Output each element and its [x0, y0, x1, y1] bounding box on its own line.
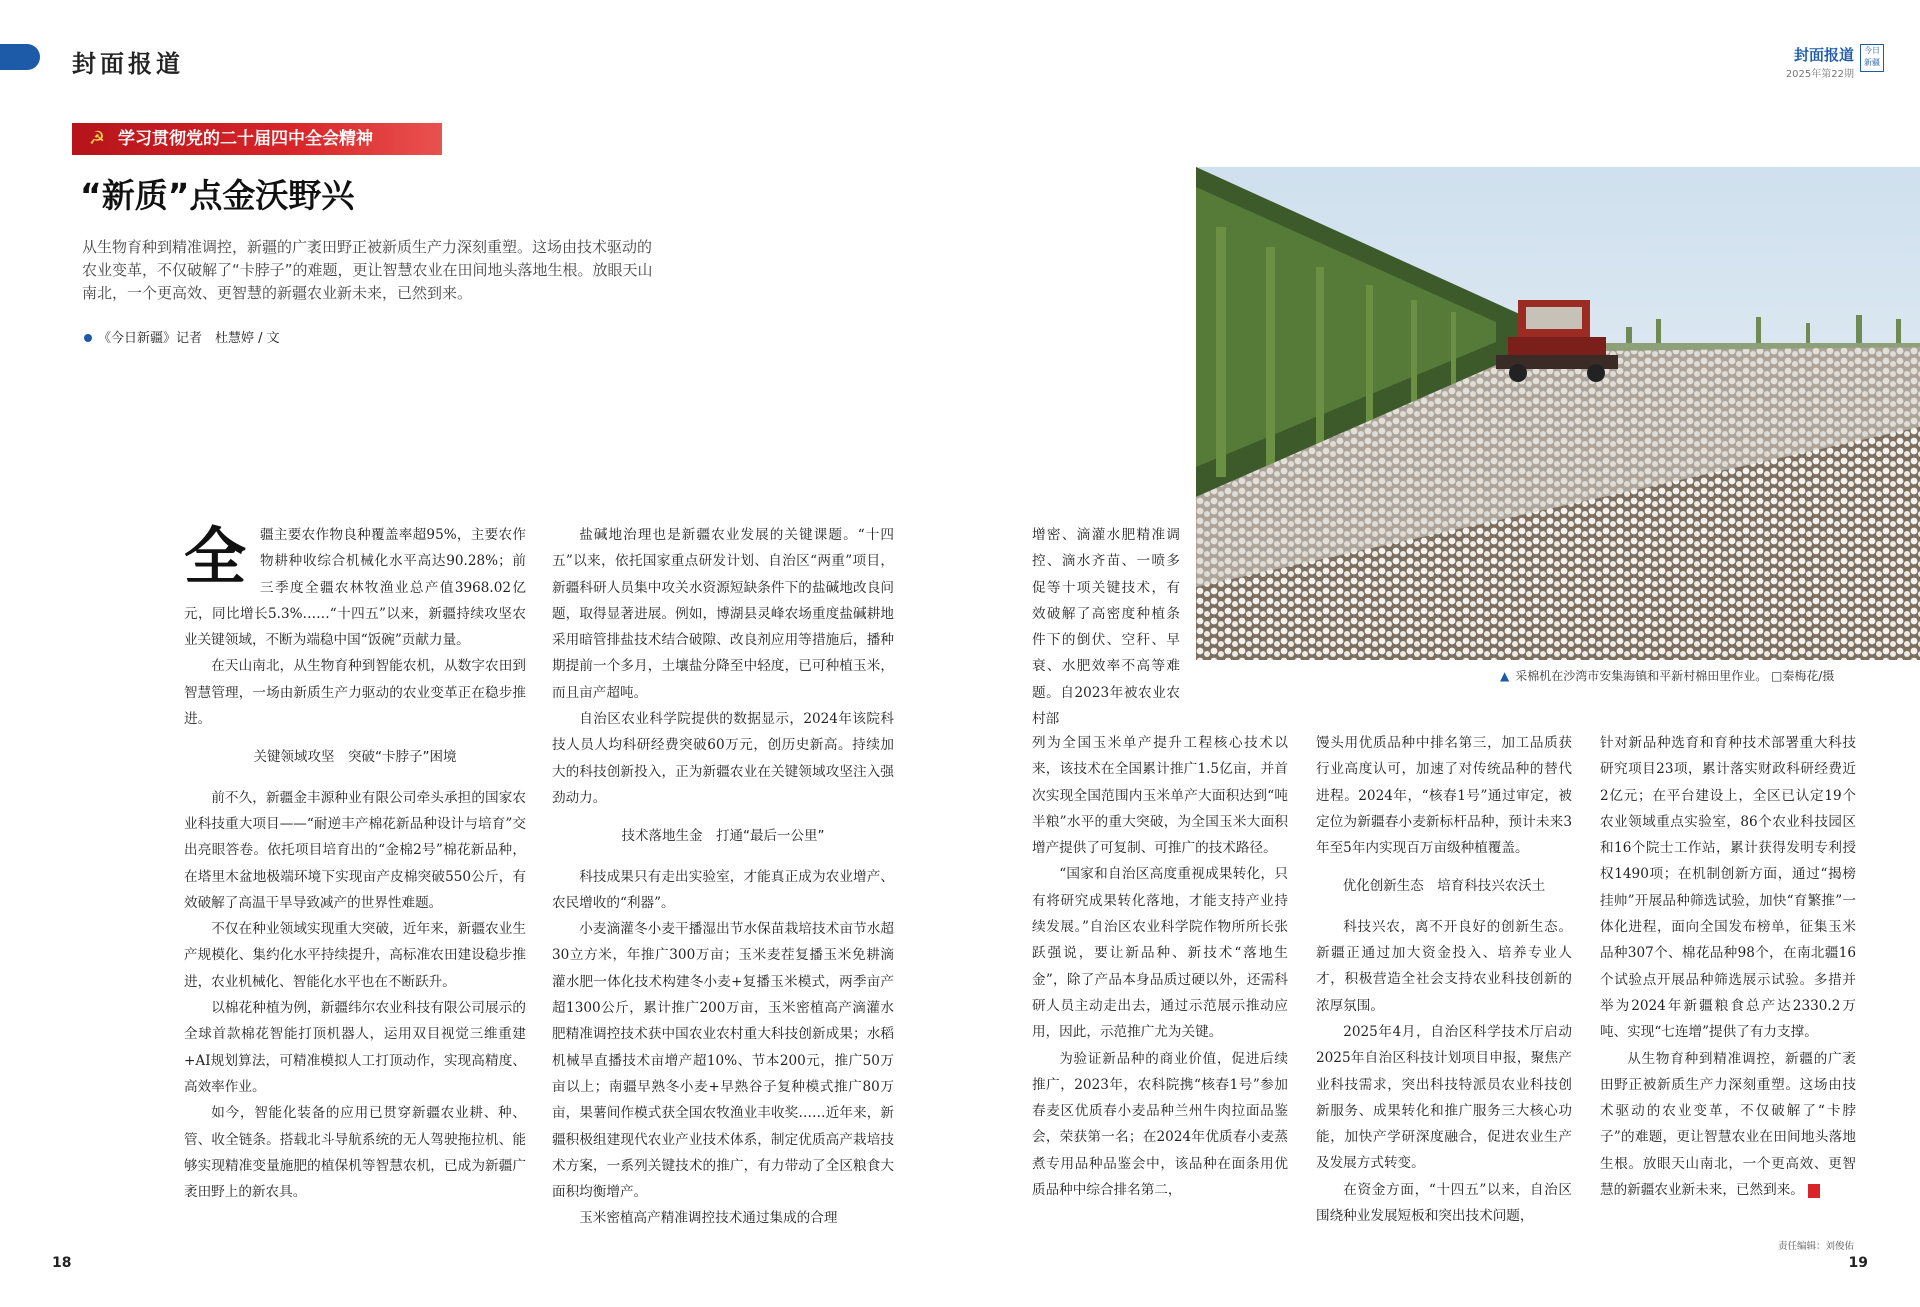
paragraph: 针对新品种选育和育种技术部署重大科技研究项目23项，累计落实财政科研经费近2亿元；在平台建设上，全区已认定19个农业领域重点实验室，86个农业科技园区和16个院士工作站，累计获得发明专利授权1490项；在机制创新方面，通过“揭榜挂帅”开展品种筛选试验，加快“育繁推”一体化进程，面向全国发布榜单，征集玉米品种307个、棉花品种98个，在南北疆16个试验点开展品种筛选展示试验。多措并举为2024年新疆粮食总产达2330.2万吨、实现“七连增”提供了有力支撑。	[1600, 735, 1856, 1041]
page-number-left: 18	[52, 1255, 72, 1271]
paragraph: 增密、滴灌水肥精准调控、滴水齐苗、一喷多促等十项关键技术，有效破解了高密度种植条件下的倒伏、空秆、早衰、水肥效率不高等难题。自2023年被农业农村部	[1032, 527, 1180, 728]
byline-dot-icon	[84, 334, 92, 342]
editor-credit: 责任编辑：刘俊佑	[1777, 1241, 1854, 1252]
paragraph: 小麦滴灌冬小麦干播湿出节水保苗栽培技术亩节水超30立方米，年推广300万亩；玉米麦茬复播玉米免耕滴灌水肥一体化技术构建冬小麦+复播玉米模式，两季亩产超1300公斤，累计推广200万亩，玉米密植高产滴灌水肥精准调控技术获中国农业农村重大科技创新成果；水稻机械旱直播技术亩增产超10%、节本200元，推广50万亩以上；南疆早熟冬小麦+早熟谷子复种模式推广80万亩，果薯间作模式获全国农牧渔业丰收奖……近年来，新疆积极组建现代农业产业技术体系，制定优质高产栽培技术方案，一系列关键技术的推广，有力带动了全区粮食大面积均衡增产。	[552, 921, 894, 1201]
paragraph: 以棉花种植为例，新疆纬尔农业科技有限公司展示的全球首款棉花智能打顶机器人，运用双目视觉三维重建+AI规划算法，可精准模拟人工打顶动作，实现高精度、高效率作业。	[184, 1000, 526, 1095]
banner-text: 学习贯彻党的二十届四中全会精神	[118, 129, 373, 149]
issue-number: 2025年第22期	[1785, 69, 1854, 80]
paragraph: 自治区农业科学院提供的数据显示，2024年该院科技人员人均科研经费突破60万元，创历史新高。持续加大的科技创新投入，正为新疆农业在关键领域攻坚注入强劲动力。	[552, 711, 894, 806]
paragraph: 在天山南北，从生物育种到智能农机，从数字农田到智慧管理，一场由新质生产力驱动的农业变革正在稳步推进。	[184, 658, 526, 728]
paragraph: 前不久，新疆金丰源种业有限公司牵头承担的国家农业科技重大项目——“耐逆丰产棉花新品种设计与培育”交出亮眼答卷。依托项目培育出的“金棉2号”棉花新品种，在塔里木盆地极端环境下实现亩产皮棉突破550公斤，有效破解了高温干旱导致减产的世界性难题。	[184, 789, 526, 911]
paragraph: 科技成果只有走出实验室，才能真正成为农业增产、农民增收的“利器”。	[552, 868, 894, 911]
photo-caption	[1500, 667, 1834, 684]
paragraph: 不仅在种业领域实现重大突破，近年来，新疆农业生产规模化、集约化水平持续提升，高标准农田建设稳步推进，农业机械化、智能化水平也在不断跃升。	[184, 921, 526, 990]
column-4	[1316, 730, 1572, 1229]
paragraph	[1600, 1046, 1856, 1204]
byline	[84, 327, 280, 346]
paragraph: 在资金方面，“十四五”以来，自治区围绕种业发展短板和突出技术问题，	[1316, 1181, 1572, 1225]
paragraph: 列为全国玉米单产提升工程核心技术以来，该技术在全国累计推广1.5亿亩，并首次实现全国范围内玉米单产大面积达到“吨半粮”水平的重大突破，为全国玉米大面积增产提供了可复制、可推广的技术路径。	[1032, 735, 1288, 857]
subheading: 优化创新生态 培育科技兴农沃土	[1342, 878, 1546, 895]
section-tab-marker	[0, 44, 40, 70]
column-3-top	[1032, 522, 1180, 732]
paragraph: 盐碱地治理也是新疆农业发展的关键课题。“十四五”以来，依托国家重点研发计划、自治区“两重”项目，新疆科研人员集中攻关水资源短缺条件下的盐碱地改良问题，取得显著进展。例如，博湖县灵峰农场重度盐碱耕地采用暗管排盐技术结合破隙、改良剂应用等措施后，播种期提前一个多月，土壤盐分降至中轻度，已可种植玉米，而且亩产超吨。	[552, 527, 894, 701]
subheading: 关键领域攻坚 突破“卡脖子”困境	[253, 749, 457, 766]
running-header-title: 封面报道	[1793, 46, 1854, 64]
paragraph: “国家和自治区高度重视成果转化，只有将研究成果转化落地，才能支持产业持续发展。”自治区农业科学院作物所所长张跃强说，要让新品种、新技术“落地生金”，除了产品本身品质过硬以外，还需科研人员主动走出去，通过示范展示推动应用，因此，示范推广尤为关键。	[1032, 866, 1288, 1041]
article-lead: 从生物育种到精准调控，新疆的广袤田野正被新质生产力深刻重塑。这场由技术驱动的农业变革，不仅破解了“卡脖子”的难题，更让智慧农业在田间地头落地生根。放眼天山南北，一个更高效、更智慧的新疆农业新未来，已然到来。	[82, 238, 653, 302]
paragraph: 2025年4月，自治区科学技术厅启动2025年自治区科技计划项目申报，聚焦产业科技需求，突出科技特派员农业科技创新服务、成果转化和推广服务三大核心功能，加快产学研深度融合，促进农业生产及发展方式转变。	[1316, 1023, 1572, 1172]
paragraph: 玉米密植高产精准调控技术通过集成的合理	[579, 1210, 838, 1227]
column-2	[552, 522, 894, 1232]
cotton-harvester-illustration	[1196, 167, 1920, 660]
column-1	[184, 522, 526, 1205]
article-headline: “新质”点金沃野兴	[80, 176, 355, 215]
end-mark-icon: J	[1808, 1184, 1820, 1198]
caption-triangle-icon: ▲	[1500, 669, 1510, 683]
paragraph: 疆主要农作物良种覆盖率超95%，主要农作物耕种收综合机械化水平高达90.28%；前三季度全疆农林牧渔业总产值3968.02亿元，同比增长5.3%……“十四五”以来，新疆持续攻坚农业关键领域，不断为端稳中国“饭碗”贡献力量。	[184, 527, 526, 649]
column-5	[1600, 730, 1856, 1203]
subheading: 技术落地生金 打通“最后一公里”	[621, 828, 825, 845]
closing-paragraph: 从生物育种到精准调控，新疆的广袤田野正被新质生产力深刻重塑。这场由技术驱动的农业变革，不仅破解了“卡脖子”的难题，更让智慧农业在田间地头落地生根。放眼天山南北，一个更高效、更智慧的新疆农业新未来，已然到来。	[1600, 1050, 1856, 1199]
magazine-logo: 今日新疆	[1860, 44, 1884, 72]
paragraph: 如今，智能化装备的应用已贯穿新疆农业耕、种、管、收全链条。搭载北斗导航系统的无人驾驶拖拉机、能够实现精准变量施肥的植保机等智慧农机，已成为新疆广袤田野上的新农具。	[184, 1105, 526, 1201]
caption-text: 采棉机在沙湾市安集海镇和平新村棉田里作业。 □秦梅花/摄	[1515, 669, 1835, 683]
paragraph: 科技兴农，离不开良好的创新生态。新疆正通过加大资金投入、培养专业人才，积极营造全社会支持农业科技创新的浓厚氛围。	[1316, 918, 1572, 1014]
running-header	[1786, 44, 1854, 80]
byline-text: 《今日新疆》记者 杜慧婷 / 文	[98, 331, 280, 346]
paragraph: 馒头用优质品种中排名第三，加工品质获行业高度认可，加速了对传统品种的替代进程。2024年，“核春1号”通过审定，被定位为新疆春小麦新标杆品种，预计未来3年至5年内实现百万亩级种植覆盖。	[1316, 735, 1572, 857]
theme-banner	[72, 123, 442, 155]
page-number-right: 19	[1848, 1255, 1868, 1271]
column-3	[1032, 730, 1288, 1203]
cotton-field-photo	[1196, 167, 1920, 660]
section-label: 封面报道	[72, 49, 184, 78]
drop-cap: 全	[184, 520, 247, 593]
paragraph: 为验证新品种的商业价值，促进后续推广，2023年，农科院携“核春1号”参加春麦区优质春小麦品种兰州牛肉拉面品鉴会，荣获第一名；在2024年优质春小麦蒸煮专用品种品鉴会中，该品种在面条用优质品种中综合排名第二，	[1032, 1050, 1288, 1199]
party-emblem-icon: ☭	[88, 128, 106, 149]
